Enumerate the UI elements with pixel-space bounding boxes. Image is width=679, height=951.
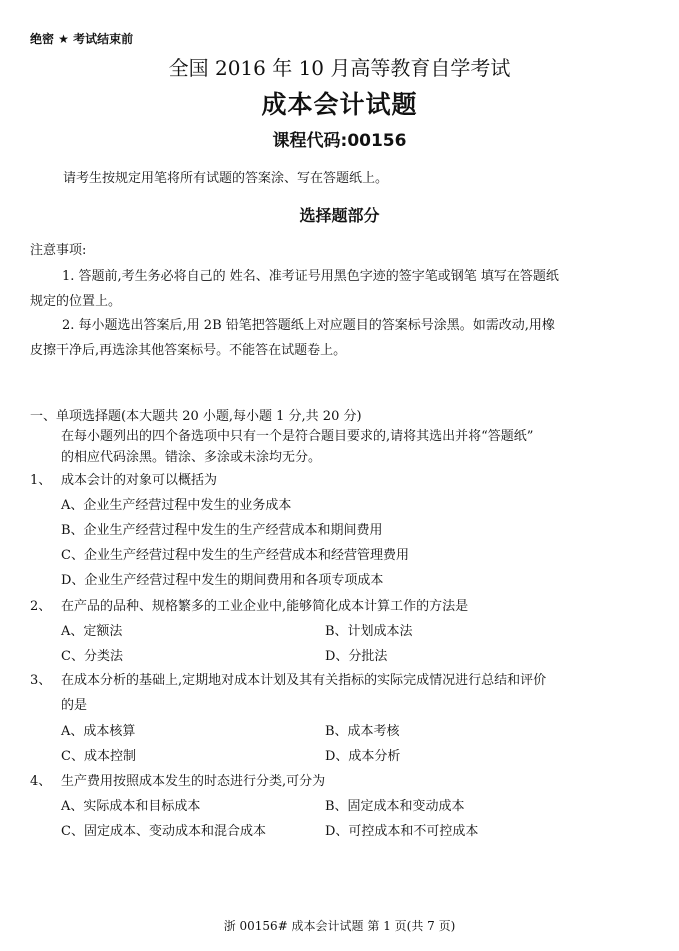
question-3-option-c: C、成本控制: [61, 749, 136, 764]
question-3-number: 3、: [30, 673, 52, 688]
question-3-option-d: D、成本分析: [325, 749, 401, 764]
question-1-option-c: C、企业生产经营过程中发生的生产经营成本和经营管理费用: [61, 548, 409, 563]
question-3-option-b: B、成本考核: [325, 724, 400, 739]
question-2-option-b: B、计划成本法: [325, 624, 413, 639]
confidential-label: 绝密 ★ 考试结束前: [30, 32, 134, 46]
question-1-option-b: B、企业生产经营过程中发生的生产经营成本和期间费用: [61, 523, 383, 538]
note-2-line-2: 皮擦干净后,再选涂其他答案标号。不能答在试题卷上。: [30, 343, 347, 358]
part-1-title: 一、单项选择题(本大题共 20 小题,每小题 1 分,共 20 分): [30, 409, 362, 424]
note-1-line-2: 规定的位置上。: [30, 294, 122, 309]
question-2-option-a: A、定额法: [61, 624, 123, 639]
note-2-line-1: 2. 每小题选出答案后,用 2B 铅笔把答题纸上对应题目的答案标号涂黑。如需改动,用橡: [62, 318, 555, 333]
question-3-stem-line-1: 在成本分析的基础上,定期地对成本计划及其有关指标的实际完成情况进行总结和评价: [61, 673, 547, 688]
question-2-option-d: D、分批法: [325, 649, 388, 664]
exam-title: 全国 2016 年 10 月高等教育自学考试: [168, 56, 511, 80]
section-title: 选择题部分: [299, 206, 380, 225]
question-1-number: 1、: [30, 473, 52, 488]
question-2-option-c: C、分类法: [61, 649, 123, 664]
paper-title: 成本会计试题: [261, 90, 418, 119]
question-1-option-a: A、企业生产经营过程中发生的业务成本: [61, 498, 292, 513]
question-4-option-a: A、实际成本和目标成本: [61, 799, 201, 814]
note-1-line-1: 1. 答题前,考生务必将自己的 姓名、准考证号用黑色字迹的签字笔或钢笔 填写在答题纸: [62, 269, 559, 284]
part-1-instruction-line-1: 在每小题列出的四个备选项中只有一个是符合题目要求的,请将其选出并将“答题纸”: [61, 429, 534, 444]
course-code: 课程代码:00156: [272, 131, 407, 151]
question-4-option-b: B、固定成本和变动成本: [325, 799, 465, 814]
page-footer: 浙 00156# 成本会计试题 第 1 页(共 7 页): [223, 919, 456, 933]
question-1-stem: 成本会计的对象可以概括为: [61, 473, 218, 488]
intro-text: 请考生按规定用笔将所有试题的答案涂、写在答题纸上。: [63, 171, 389, 186]
question-4-number: 4、: [30, 774, 52, 789]
question-3-option-a: A、成本核算: [61, 724, 136, 739]
notes-heading: 注意事项:: [30, 243, 87, 258]
question-2-stem: 在产品的品种、规格繁多的工业企业中,能够简化成本计算工作的方法是: [61, 599, 469, 614]
question-1-option-d: D、企业生产经营过程中发生的期间费用和各项专项成本: [61, 573, 384, 588]
question-2-number: 2、: [30, 599, 52, 614]
question-4-stem: 生产费用按照成本发生的时态进行分类,可分为: [61, 774, 326, 789]
question-3-stem-line-2: 的是: [61, 698, 88, 713]
part-1-instruction-line-2: 的相应代码涂黑。错涂、多涂或未涂均无分。: [61, 450, 322, 465]
question-4-option-c: C、固定成本、变动成本和混合成本: [61, 824, 266, 839]
question-4-option-d: D、可控成本和不可控成本: [325, 824, 479, 839]
